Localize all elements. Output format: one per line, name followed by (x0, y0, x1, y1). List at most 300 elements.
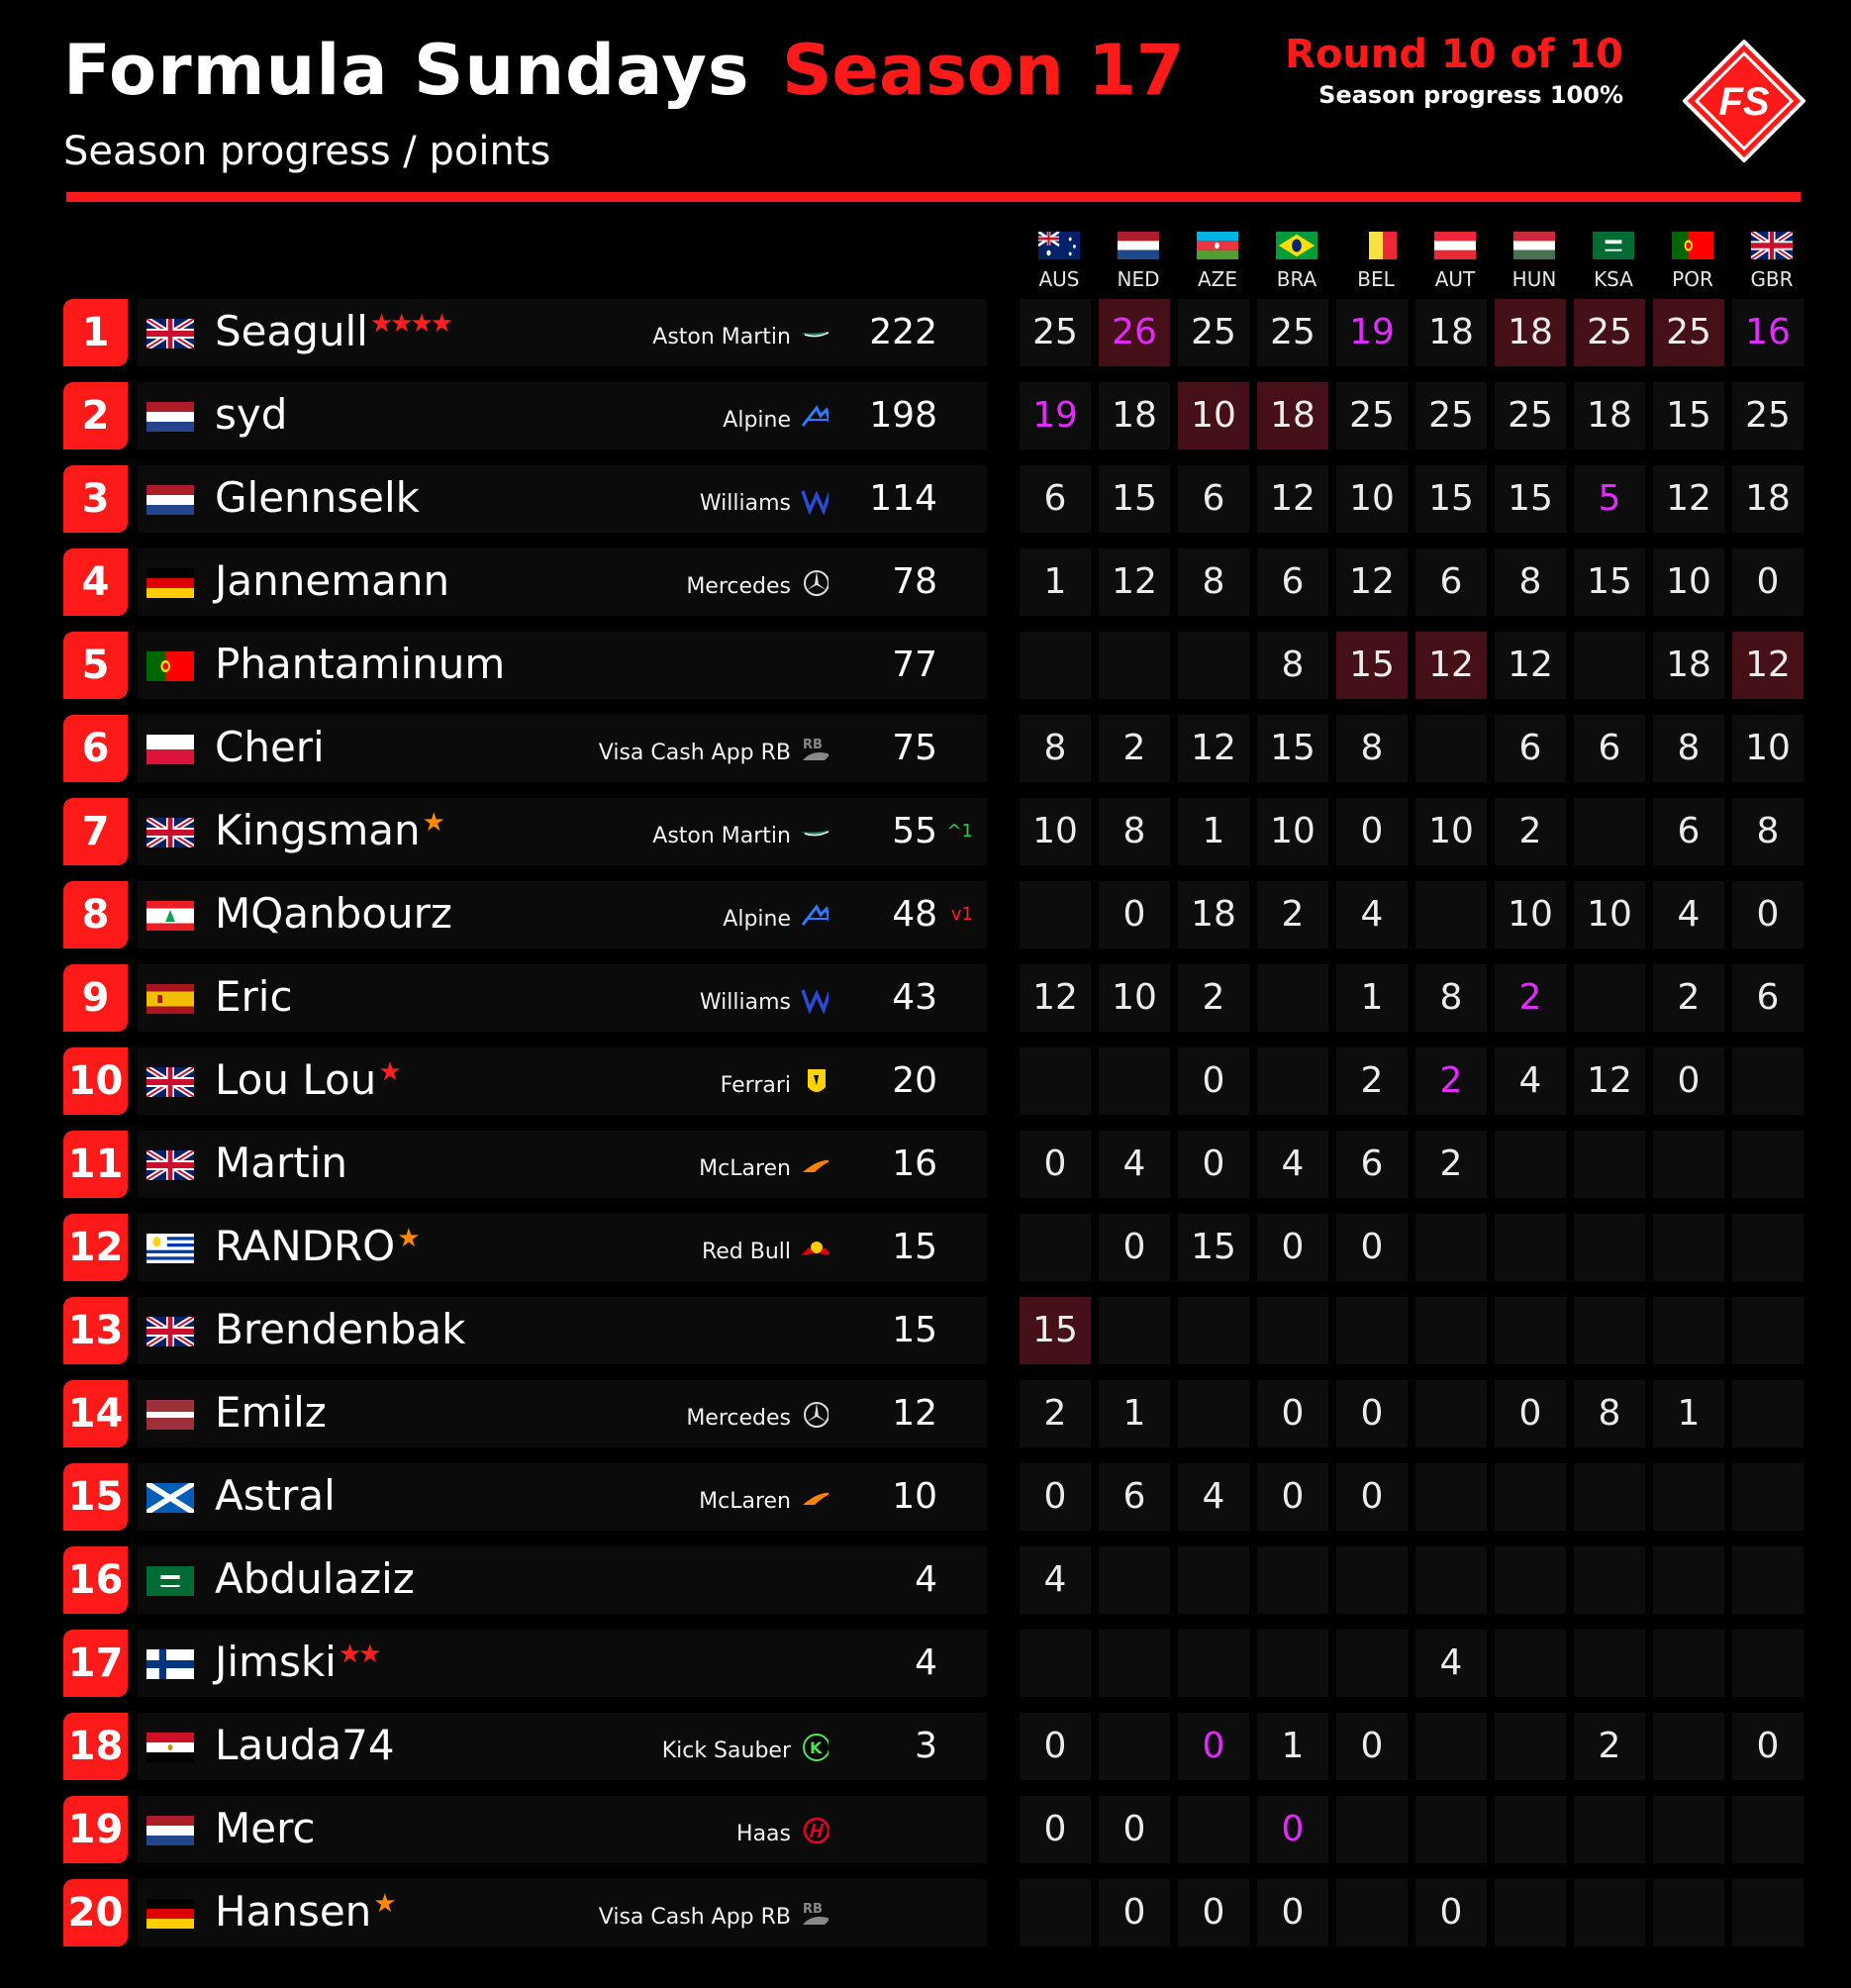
race-header-gbr (1732, 232, 1811, 291)
flag-pt-icon (146, 651, 194, 681)
race-results (1020, 382, 1803, 449)
result-cell-por: 15 (1653, 382, 1724, 449)
race-results (1020, 1380, 1803, 1447)
result-cell-hun: 2 (1495, 798, 1566, 865)
result-cell-aus: 0 (1020, 1713, 1091, 1780)
result-cell-aus: 12 (1020, 964, 1091, 1032)
result-cell-aus: 19 (1020, 382, 1091, 449)
result-cell-ksa (1574, 1463, 1645, 1531)
result-cell-aus: 1 (1020, 548, 1091, 616)
total-points-value: 48 (892, 894, 937, 935)
team-name: Alpine (723, 407, 791, 433)
result-cell-hun: 6 (1495, 715, 1566, 782)
result-cell-ksa (1574, 1131, 1645, 1198)
page-subtitle: Season progress / points (63, 129, 551, 174)
result-cell-bra: 0 (1257, 1796, 1328, 1863)
result-cell-gbr (1732, 1047, 1803, 1115)
result-cell-aus: 0 (1020, 1131, 1091, 1198)
position-badge: 15 (63, 1463, 128, 1531)
team-label (138, 1067, 842, 1103)
result-cell-por (1653, 1713, 1724, 1780)
result-cell-aut (1415, 881, 1487, 948)
team-label (138, 568, 842, 604)
driver-name: MQanbourz (215, 889, 452, 938)
team-label (138, 1400, 842, 1436)
total-points (828, 382, 987, 449)
team-label (138, 1150, 842, 1186)
result-cell-bel: 0 (1336, 1713, 1408, 1780)
position-change: ^1 (946, 821, 973, 842)
team-name: Visa Cash App RB (598, 740, 791, 765)
total-points (828, 465, 987, 533)
result-cell-ned: 0 (1099, 1879, 1170, 1946)
race-header-row (1020, 232, 1811, 291)
result-cell-aze: 0 (1178, 1131, 1249, 1198)
total-points (828, 1879, 987, 1946)
position-badge: 7 (63, 798, 128, 865)
team-label (138, 402, 842, 438)
race-header-ned (1099, 232, 1178, 291)
race-header-aus (1020, 232, 1099, 291)
driver-name: Emilz (215, 1388, 327, 1437)
result-cell-gbr: 12 (1732, 632, 1803, 699)
team-name: McLaren (699, 1488, 791, 1514)
result-cell-bel: 19 (1336, 299, 1408, 366)
driver-name: Hansen (215, 1887, 372, 1936)
race-results (1020, 1214, 1803, 1281)
star-rating-icon: ★ (373, 1889, 394, 1919)
flag-fi-icon (146, 1649, 194, 1679)
result-cell-bra: 6 (1257, 548, 1328, 616)
result-cell-hun: 25 (1495, 382, 1566, 449)
result-cell-bel: 2 (1336, 1047, 1408, 1115)
team-name: Williams (699, 989, 791, 1015)
race-code: BRA (1276, 267, 1317, 291)
total-points (828, 715, 987, 782)
total-points-value: 55 (892, 811, 937, 851)
result-cell-gbr (1732, 1546, 1803, 1614)
result-cell-aut (1415, 1214, 1487, 1281)
result-cell-aze: 8 (1178, 548, 1249, 616)
result-cell-gbr: 0 (1732, 548, 1803, 616)
total-points-value: 78 (892, 561, 937, 602)
result-cell-hun: 12 (1495, 632, 1566, 699)
result-cell-ned: 18 (1099, 382, 1170, 449)
position-badge: 9 (63, 964, 128, 1032)
result-cell-ksa: 25 (1574, 299, 1645, 366)
driver-name-wrap (215, 1554, 415, 1603)
result-cell-aut: 15 (1415, 465, 1487, 533)
driver-name: RANDRO (215, 1222, 396, 1270)
total-points-value: 12 (892, 1393, 937, 1434)
result-cell-aze (1178, 1630, 1249, 1697)
result-cell-hun (1495, 1214, 1566, 1281)
team-label (138, 818, 842, 853)
team-name: Alpine (723, 906, 791, 932)
result-cell-gbr: 10 (1732, 715, 1803, 782)
driver-name: Martin (215, 1139, 347, 1187)
result-cell-hun (1495, 1297, 1566, 1364)
position-badge: 14 (63, 1380, 128, 1447)
result-cell-aze (1178, 1546, 1249, 1614)
total-points-value: 77 (892, 645, 937, 685)
season-progress-label: Season progress 100% (1318, 81, 1623, 109)
position-badge: 11 (63, 1131, 128, 1198)
team-label (138, 984, 842, 1020)
result-cell-ksa (1574, 1796, 1645, 1863)
total-points (828, 1214, 987, 1281)
position-badge: 1 (63, 299, 128, 366)
result-cell-bra (1257, 1297, 1328, 1364)
team-label (138, 319, 842, 354)
star-rating-icon: ★★ (338, 1640, 379, 1669)
position-badge: 18 (63, 1713, 128, 1780)
result-cell-por: 25 (1653, 299, 1724, 366)
result-cell-hun (1495, 1879, 1566, 1946)
flag-sa-icon (1574, 232, 1653, 259)
race-code: KSA (1594, 267, 1633, 291)
team-label (138, 1899, 842, 1935)
header-divider (66, 192, 1801, 202)
result-cell-hun (1495, 1630, 1566, 1697)
result-cell-aut (1415, 1796, 1487, 1863)
result-cell-bra: 18 (1257, 382, 1328, 449)
team-label (138, 1483, 842, 1519)
total-points-value: 4 (915, 1642, 937, 1683)
driver-name: Brendenbak (215, 1305, 466, 1353)
total-points (828, 798, 987, 865)
result-cell-ned (1099, 1546, 1170, 1614)
result-cell-hun (1495, 1546, 1566, 1614)
total-points (828, 964, 987, 1032)
position-badge: 12 (63, 1214, 128, 1281)
total-points (828, 881, 987, 948)
team-name: Visa Cash App RB (598, 1904, 791, 1930)
result-cell-aus: 10 (1020, 798, 1091, 865)
race-results (1020, 299, 1803, 366)
result-cell-aze: 4 (1178, 1463, 1249, 1531)
race-results (1020, 1796, 1803, 1863)
result-cell-ned: 4 (1099, 1131, 1170, 1198)
result-cell-bra: 1 (1257, 1713, 1328, 1780)
result-cell-aus (1020, 1047, 1091, 1115)
total-points-value: 3 (915, 1726, 937, 1766)
race-results (1020, 1131, 1803, 1198)
race-header-por (1653, 232, 1732, 291)
driver-name: Astral (215, 1471, 336, 1520)
result-cell-bra: 0 (1257, 1879, 1328, 1946)
result-cell-gbr (1732, 1463, 1803, 1531)
result-cell-aus (1020, 632, 1091, 699)
result-cell-hun (1495, 1131, 1566, 1198)
result-cell-ned: 26 (1099, 299, 1170, 366)
race-results (1020, 881, 1803, 948)
result-cell-por (1653, 1214, 1724, 1281)
result-cell-gbr (1732, 1630, 1803, 1697)
result-cell-ksa (1574, 1214, 1645, 1281)
result-cell-gbr (1732, 1380, 1803, 1447)
team-label (138, 1733, 842, 1768)
star-rating-icon: ★★★★ (369, 309, 451, 339)
race-code: AZE (1197, 267, 1238, 291)
position-badge: 20 (63, 1879, 128, 1946)
position-badge: 4 (63, 548, 128, 616)
total-points (828, 1713, 987, 1780)
result-cell-bel: 0 (1336, 1380, 1408, 1447)
result-cell-bel: 25 (1336, 382, 1408, 449)
season-label: Season 17 (782, 30, 1185, 111)
result-cell-gbr: 0 (1732, 881, 1803, 948)
race-results (1020, 1879, 1803, 1946)
result-cell-ksa: 12 (1574, 1047, 1645, 1115)
result-cell-gbr: 8 (1732, 798, 1803, 865)
result-cell-ksa: 5 (1574, 465, 1645, 533)
result-cell-aut (1415, 715, 1487, 782)
result-cell-aus: 25 (1020, 299, 1091, 366)
result-cell-bra: 25 (1257, 299, 1328, 366)
total-points-value: 20 (892, 1060, 937, 1101)
flag-az-icon (1178, 232, 1257, 259)
total-points (828, 1047, 987, 1115)
result-cell-aut: 6 (1415, 548, 1487, 616)
result-cell-por (1653, 1463, 1724, 1531)
team-name: Red Bull (701, 1239, 791, 1264)
result-cell-aut: 25 (1415, 382, 1487, 449)
result-cell-aus (1020, 1879, 1091, 1946)
result-cell-hun (1495, 1713, 1566, 1780)
round-label: Round 10 of 10 (1285, 32, 1623, 77)
race-results (1020, 1546, 1803, 1614)
result-cell-gbr (1732, 1796, 1803, 1863)
position-badge: 10 (63, 1047, 128, 1115)
race-header-bra (1257, 232, 1336, 291)
driver-name: Phantaminum (215, 640, 506, 688)
team-name: Ferrari (720, 1072, 791, 1098)
result-cell-bel: 6 (1336, 1131, 1408, 1198)
total-points (828, 632, 987, 699)
result-cell-por: 6 (1653, 798, 1724, 865)
result-cell-gbr: 25 (1732, 382, 1803, 449)
result-cell-bra (1257, 1630, 1328, 1697)
result-cell-aut: 2 (1415, 1047, 1487, 1115)
result-cell-ned: 15 (1099, 465, 1170, 533)
race-header-aut (1415, 232, 1495, 291)
result-cell-bel: 15 (1336, 632, 1408, 699)
result-cell-hun: 10 (1495, 881, 1566, 948)
race-results (1020, 1463, 1803, 1531)
team-label (138, 1234, 842, 1269)
result-cell-ned (1099, 1713, 1170, 1780)
result-cell-aus: 0 (1020, 1796, 1091, 1863)
result-cell-bel (1336, 1879, 1408, 1946)
race-code: POR (1672, 267, 1713, 291)
result-cell-aus: 6 (1020, 465, 1091, 533)
result-cell-bra (1257, 1047, 1328, 1115)
star-rating-icon: ★ (422, 808, 442, 838)
position-badge: 19 (63, 1796, 128, 1863)
result-cell-gbr (1732, 1879, 1803, 1946)
result-cell-gbr (1732, 1297, 1803, 1364)
race-results (1020, 1047, 1803, 1115)
total-points-value: 16 (892, 1143, 937, 1184)
result-cell-bra: 2 (1257, 881, 1328, 948)
result-cell-aze (1178, 1796, 1249, 1863)
result-cell-bra: 8 (1257, 632, 1328, 699)
result-cell-hun: 15 (1495, 465, 1566, 533)
result-cell-por: 1 (1653, 1380, 1724, 1447)
team-name: Mercedes (686, 573, 791, 599)
result-cell-hun (1495, 1796, 1566, 1863)
result-cell-bel: 8 (1336, 715, 1408, 782)
total-points-value: 198 (869, 395, 937, 436)
total-points-value: 15 (892, 1310, 937, 1350)
page-title: Formula Sundays (63, 30, 750, 111)
result-cell-gbr (1732, 1214, 1803, 1281)
logo-text: FS (1718, 80, 1770, 124)
result-cell-aut: 18 (1415, 299, 1487, 366)
result-cell-ned (1099, 1630, 1170, 1697)
team-label (138, 485, 842, 521)
result-cell-ned: 0 (1099, 1214, 1170, 1281)
result-cell-aut: 12 (1415, 632, 1487, 699)
result-cell-aze: 18 (1178, 881, 1249, 948)
total-points-value: 75 (892, 728, 937, 768)
result-cell-bel: 12 (1336, 548, 1408, 616)
result-cell-ksa (1574, 632, 1645, 699)
flag-be-icon (1336, 232, 1415, 259)
result-cell-bra: 4 (1257, 1131, 1328, 1198)
svg-text:RB: RB (803, 738, 823, 752)
position-badge: 6 (63, 715, 128, 782)
race-results (1020, 798, 1803, 865)
race-code: AUS (1038, 267, 1080, 291)
total-points-value: 4 (915, 1559, 937, 1600)
race-code: HUN (1511, 267, 1557, 291)
result-cell-aze: 0 (1178, 1713, 1249, 1780)
position-badge: 8 (63, 881, 128, 948)
race-header-hun (1495, 232, 1574, 291)
result-cell-hun: 18 (1495, 299, 1566, 366)
result-cell-ned: 1 (1099, 1380, 1170, 1447)
result-cell-aut (1415, 1546, 1487, 1614)
result-cell-aze (1178, 1380, 1249, 1447)
result-cell-bra: 0 (1257, 1214, 1328, 1281)
result-cell-gbr: 16 (1732, 299, 1803, 366)
result-cell-por: 4 (1653, 881, 1724, 948)
result-cell-bel (1336, 1796, 1408, 1863)
result-cell-bel: 10 (1336, 465, 1408, 533)
result-cell-aze: 1 (1178, 798, 1249, 865)
flag-gb-icon (1732, 232, 1811, 259)
position-badge: 13 (63, 1297, 128, 1364)
driver-name-wrap (215, 640, 505, 688)
position-badge: 16 (63, 1546, 128, 1614)
flag-hu-icon (1495, 232, 1574, 259)
result-cell-ned (1099, 1047, 1170, 1115)
race-header-ksa (1574, 232, 1653, 291)
flag-sa-icon (146, 1566, 194, 1596)
result-cell-bra: 10 (1257, 798, 1328, 865)
total-points-value: 10 (892, 1476, 937, 1517)
svg-text:RB: RB (803, 1902, 823, 1917)
result-cell-por (1653, 1630, 1724, 1697)
result-cell-aus: 8 (1020, 715, 1091, 782)
driver-name: Eric (215, 972, 293, 1021)
result-cell-por: 8 (1653, 715, 1724, 782)
driver-name: Jimski (215, 1638, 337, 1686)
race-header-aze (1178, 232, 1257, 291)
result-cell-hun: 4 (1495, 1047, 1566, 1115)
result-cell-bra (1257, 964, 1328, 1032)
result-cell-hun: 2 (1495, 964, 1566, 1032)
result-cell-aut (1415, 1380, 1487, 1447)
result-cell-bel: 0 (1336, 1463, 1408, 1531)
result-cell-ned: 8 (1099, 798, 1170, 865)
team-name: Mercedes (686, 1405, 791, 1431)
result-cell-aze: 25 (1178, 299, 1249, 366)
result-cell-bra: 0 (1257, 1463, 1328, 1531)
driver-name: Kingsman (215, 806, 421, 854)
result-cell-ned: 6 (1099, 1463, 1170, 1531)
driver-name: Glennselk (215, 473, 421, 522)
total-points-value: 114 (869, 478, 937, 519)
result-cell-ksa (1574, 1630, 1645, 1697)
total-points (828, 1546, 987, 1614)
driver-name: Jannemann (215, 556, 450, 605)
position-badge: 2 (63, 382, 128, 449)
result-cell-bra: 12 (1257, 465, 1328, 533)
result-cell-aut: 8 (1415, 964, 1487, 1032)
total-points (828, 548, 987, 616)
result-cell-por: 0 (1653, 1047, 1724, 1115)
result-cell-aus (1020, 881, 1091, 948)
total-points (828, 1131, 987, 1198)
team-name: Kick Sauber (661, 1738, 791, 1763)
result-cell-ksa: 15 (1574, 548, 1645, 616)
result-cell-bel (1336, 1630, 1408, 1697)
result-cell-aze: 2 (1178, 964, 1249, 1032)
flag-pt-icon (1653, 232, 1732, 259)
result-cell-ksa: 6 (1574, 715, 1645, 782)
result-cell-ned (1099, 632, 1170, 699)
fs-logo-icon (1683, 40, 1805, 162)
result-cell-ksa: 8 (1574, 1380, 1645, 1447)
team-label (138, 735, 842, 770)
result-cell-aus: 4 (1020, 1546, 1091, 1614)
result-cell-aut (1415, 1463, 1487, 1531)
result-cell-ksa: 18 (1574, 382, 1645, 449)
result-cell-bel: 0 (1336, 1214, 1408, 1281)
star-rating-icon: ★ (378, 1057, 399, 1087)
result-cell-aze: 0 (1178, 1879, 1249, 1946)
result-cell-ksa (1574, 1297, 1645, 1364)
race-results (1020, 1713, 1803, 1780)
total-points (828, 299, 987, 366)
team-name: Aston Martin (652, 823, 791, 848)
result-cell-bel: 0 (1336, 798, 1408, 865)
total-points-value: 222 (869, 312, 937, 352)
result-cell-gbr: 18 (1732, 465, 1803, 533)
race-results (1020, 465, 1803, 533)
race-code: AUT (1434, 267, 1476, 291)
team-name: Haas (736, 1821, 791, 1846)
result-cell-aus: 15 (1020, 1297, 1091, 1364)
position-badge: 5 (63, 632, 128, 699)
result-cell-gbr: 0 (1732, 1713, 1803, 1780)
result-cell-ksa (1574, 798, 1645, 865)
total-points (828, 1380, 987, 1447)
result-cell-aze (1178, 632, 1249, 699)
